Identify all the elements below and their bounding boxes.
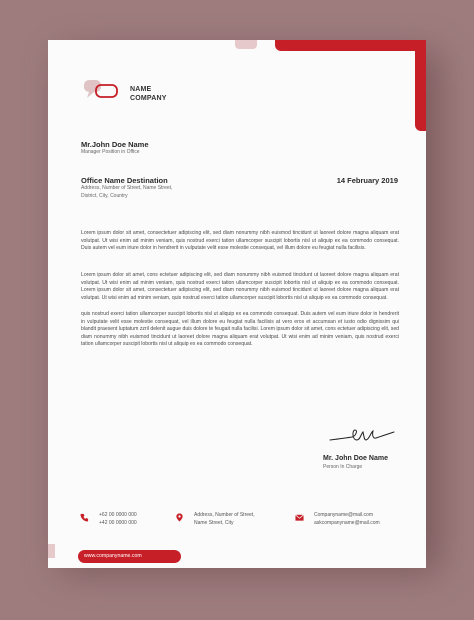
footer-phone bbox=[99, 512, 137, 527]
website-link[interactable]: www.companyname.com bbox=[78, 550, 181, 563]
location-pin-icon bbox=[175, 513, 184, 522]
footer-phone-2: +42 00 0000 000 bbox=[99, 519, 137, 526]
destination-address-line-1: Address, Number of Street, Name Street, bbox=[81, 185, 173, 191]
decor-side-red bbox=[415, 51, 426, 131]
decor-side-light bbox=[48, 544, 55, 558]
sender-name: Mr.John Doe Name bbox=[81, 140, 149, 149]
footer-address bbox=[194, 512, 255, 527]
footer-email bbox=[314, 512, 380, 527]
body-paragraph-2: Lorem ipsum dolor sit amet, cons ectetuer adipiscing elit, sed diam nonummy nibh euismod tincidunt ut laoreet dolore magna aliquam erat volutpat. Ut wisi enim ad minim veniam, quis nostrud exerci tation ullamcorper suscipit lobortis nisl ut aliquip ex ea commodo consequat. Lorem ipsum dolor sit amet, consectetuer adipiscing elit, sed diam nonummy nibh euismod tincidunt ut laoreet dolore magna aliquam erat volutpat. Ut wisi enim ad minim veniam, quis nostrud exerci tation ullamcorper suscipit lobortis nisl ut aliquip ex ea commodo consequat. bbox=[81, 272, 399, 301]
body-paragraph-1: Lorem ipsum dolor sit amet, consectetuer adipiscing elit, sed diam nonummy nibh euismod tincidunt ut laoreet dolore magna aliquam erat volutpat. Ut wisi enim ad minim veniam, quis nostrud exerci tation ullamcorper suscipit lobortis nisl ut aliquip ex ea commodo consequat. Duis autem vel eum iriure dolor in hendrerit in vulputate velit esse molestie consequat, vel illum dolore eu feugiat nulla facilisis. bbox=[81, 230, 399, 251]
footer-phone-1: +62 00 0000 000 bbox=[99, 512, 137, 518]
footer-email-1[interactable]: Companyname@mail.com bbox=[314, 512, 373, 518]
phone-icon bbox=[80, 513, 89, 522]
destination-name: Office Name Destination bbox=[81, 176, 168, 185]
envelope-icon bbox=[295, 513, 304, 522]
sender-position: Manager Position in Office bbox=[81, 149, 140, 155]
logo-line-2: COMPANY bbox=[130, 95, 167, 102]
body-paragraph-3: quis nostrud exerci tation ullamcorper suscipit lobortis nisl ut aliquip ex ea commodo consequat. Duis autem vel eum iriure dolor in hendrerit in vulputate velit esse molestie consequat, vel illum dolore eu feugiat nulla facilisis at vero eros et accumsan et iusto odio dignissim qui blandit praesent luptatum zzril delenit augue duis dolore te feugait nulla facilisi. Lorem ipsum dolor sit amet, cons ectetuer adipiscing elit, sed diam nonummy nibh euismod tincidunt ut laoreet dolore magna aliquam erat volutpat. Ut wisi enim ad minim veniam, quis nostrud exerci tation ullamcorper suscipit lobortis nisl ut aliquip ex ea commodo consequat. bbox=[81, 311, 399, 347]
decor-tab-light bbox=[235, 40, 257, 49]
destination-address bbox=[81, 185, 221, 200]
company-logo-text bbox=[130, 85, 167, 103]
logo-line-1: NAME bbox=[130, 86, 152, 93]
company-logo-icon bbox=[83, 78, 121, 104]
footer-email-2[interactable]: askcompanyname@mail.com bbox=[314, 519, 380, 526]
signatory-title: Person In Charge bbox=[323, 464, 363, 470]
decor-tab-red bbox=[275, 40, 426, 51]
letterhead-page bbox=[48, 40, 426, 568]
handwritten-signature bbox=[328, 426, 398, 446]
destination-address-line-2: District, City, Country bbox=[81, 192, 128, 199]
footer-address-line-2: Name Street, City bbox=[194, 519, 234, 526]
letter-date: 14 February 2019 bbox=[336, 176, 398, 185]
signatory-name: Mr. John Doe Name bbox=[323, 455, 388, 462]
footer-address-line-1: Address, Number of Street, bbox=[194, 512, 255, 518]
